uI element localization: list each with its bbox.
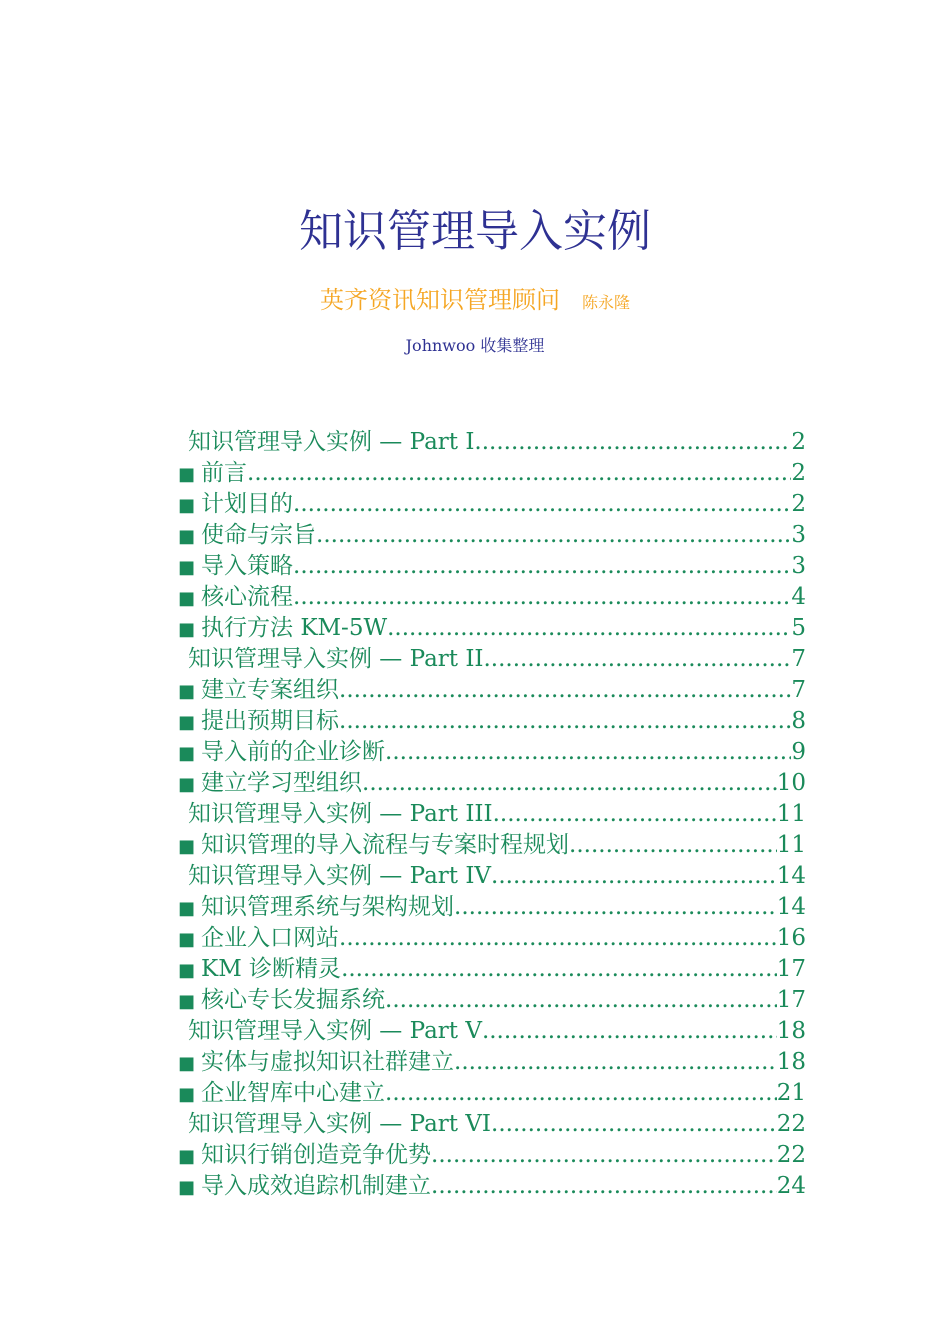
organization-name: 英齐资讯知识管理顾问: [319, 286, 560, 314]
document-subtitle: [0, 282, 950, 321]
toc-page-number: 17: [776, 987, 806, 1013]
toc-page-number: 14: [776, 894, 806, 920]
dot-leader: [385, 985, 777, 1016]
toc-entry-label: 实体与虚拟知识社群建立: [201, 1049, 455, 1075]
toc-part-heading[interactable]: [178, 1016, 806, 1047]
toc-entry-label: 知识管理导入实例 — Part II: [188, 646, 484, 672]
toc-page-number: 11: [776, 801, 806, 827]
toc-entry[interactable]: [178, 1140, 806, 1171]
square-bullet-icon: ■: [178, 743, 196, 764]
toc-page-number: 22: [776, 1142, 806, 1168]
toc-entry-label: 导入前的企业诊断: [201, 739, 386, 765]
square-bullet-icon: ■: [178, 619, 196, 640]
toc-page-number: 3: [791, 522, 806, 548]
toc-entry[interactable]: [178, 985, 806, 1016]
dot-leader: [491, 1109, 777, 1140]
dot-leader: [293, 582, 791, 613]
toc-entry-label: 企业智库中心建立: [201, 1080, 386, 1106]
toc-entry-label: 知识管理的导入流程与专案时程规划: [201, 832, 570, 858]
toc-entry-label: 执行方法 KM-5W: [201, 615, 388, 641]
toc-entry[interactable]: [178, 613, 806, 644]
square-bullet-icon: ■: [178, 681, 196, 702]
dot-leader: [491, 861, 777, 892]
toc-entry[interactable]: [178, 768, 806, 799]
toc-entry[interactable]: [178, 892, 806, 923]
square-bullet-icon: ■: [178, 557, 196, 578]
toc-entry[interactable]: [178, 1078, 806, 1109]
toc-entry-label: 知识行销创造竞争优势: [201, 1142, 432, 1168]
dot-leader: [339, 706, 791, 737]
table-of-contents: [178, 427, 806, 1202]
toc-entry-label: 计划目的: [201, 491, 294, 517]
toc-entry-label: 导入策略: [201, 553, 294, 579]
toc-page-number: 16: [776, 925, 806, 951]
toc-entry-label: 核心专长发掘系统: [201, 987, 386, 1013]
toc-entry[interactable]: [178, 675, 806, 706]
toc-entry-label: 知识管理导入实例 — Part VI: [188, 1111, 492, 1137]
toc-entry-label: 建立专案组织: [201, 677, 340, 703]
toc-page-number: 9: [791, 739, 806, 765]
toc-entry-label: 建立学习型组织: [201, 770, 363, 796]
dot-leader: [385, 737, 791, 768]
square-bullet-icon: ■: [178, 960, 196, 981]
square-bullet-icon: ■: [178, 774, 196, 795]
toc-entry[interactable]: [178, 551, 806, 582]
square-bullet-icon: ■: [178, 1084, 196, 1105]
toc-entry-label: 导入成效追踪机制建立: [201, 1173, 432, 1199]
toc-entry-label: 前言: [201, 460, 248, 486]
author-name: 陈永隆: [581, 293, 630, 312]
toc-entry-label: 使命与宗旨: [201, 522, 317, 548]
toc-page-number: 5: [791, 615, 806, 641]
dot-leader: [293, 551, 791, 582]
toc-entry-label: 核心流程: [201, 584, 294, 610]
toc-entry-label: 知识管理导入实例 — Part III: [188, 801, 493, 827]
toc-entry[interactable]: [178, 1171, 806, 1202]
dot-leader: [387, 613, 791, 644]
toc-entry-label: 知识管理导入实例 — Part I: [188, 429, 475, 455]
toc-entry[interactable]: [178, 954, 806, 985]
toc-page-number: 2: [791, 429, 806, 455]
dot-leader: [385, 1078, 777, 1109]
square-bullet-icon: ■: [178, 588, 196, 609]
toc-page-number: 7: [791, 677, 806, 703]
toc-page-number: 22: [776, 1111, 806, 1137]
toc-entry-label: 知识管理导入实例 — Part V: [188, 1018, 482, 1044]
toc-page-number: 8: [791, 708, 806, 734]
toc-entry-label: 提出预期目标: [201, 708, 340, 734]
toc-page-number: 17: [776, 956, 806, 982]
dot-leader: [431, 1171, 777, 1202]
square-bullet-icon: ■: [178, 1177, 196, 1198]
square-bullet-icon: ■: [178, 495, 196, 516]
dot-leader: [339, 675, 791, 706]
toc-entry[interactable]: [178, 830, 806, 861]
dot-leader: [484, 644, 792, 675]
dot-leader: [454, 1047, 777, 1078]
toc-page-number: 2: [791, 460, 806, 486]
square-bullet-icon: ■: [178, 929, 196, 950]
toc-page-number: 21: [776, 1080, 806, 1106]
square-bullet-icon: ■: [178, 1053, 196, 1074]
toc-entry[interactable]: [178, 706, 806, 737]
toc-part-heading[interactable]: [178, 799, 806, 830]
toc-entry[interactable]: [178, 489, 806, 520]
toc-part-heading[interactable]: [178, 1109, 806, 1140]
toc-page-number: 18: [776, 1049, 806, 1075]
toc-page-number: 24: [776, 1173, 806, 1199]
toc-entry-label: KM 诊断精灵: [201, 956, 342, 982]
square-bullet-icon: ■: [178, 712, 196, 733]
toc-part-heading[interactable]: [178, 644, 806, 675]
toc-part-heading[interactable]: [178, 861, 806, 892]
square-bullet-icon: ■: [178, 526, 196, 547]
toc-page-number: 4: [791, 584, 806, 610]
document-title: 知识管理导入实例: [299, 206, 651, 257]
dot-leader: [316, 520, 791, 551]
toc-entry-label: 企业入口网站: [201, 925, 340, 951]
dot-leader: [339, 923, 777, 954]
toc-page-number: 18: [776, 1018, 806, 1044]
toc-page-number: 7: [791, 646, 806, 672]
toc-entry[interactable]: [178, 737, 806, 768]
collector-credit: Johnwoo 收集整理: [405, 336, 545, 355]
toc-entry[interactable]: [178, 1047, 806, 1078]
dot-leader: [454, 892, 777, 923]
toc-page-number: 10: [776, 770, 806, 796]
square-bullet-icon: ■: [178, 991, 196, 1012]
toc-page-number: 14: [776, 863, 806, 889]
toc-page-number: 3: [791, 553, 806, 579]
square-bullet-icon: ■: [178, 464, 196, 485]
dot-leader: [247, 458, 791, 489]
dot-leader: [482, 1016, 777, 1047]
dot-leader: [493, 799, 777, 830]
toc-page-number: 2: [791, 491, 806, 517]
toc-page-number: 11: [776, 832, 806, 858]
dot-leader: [569, 830, 777, 861]
toc-entry[interactable]: [178, 458, 806, 489]
square-bullet-icon: ■: [178, 898, 196, 919]
toc-entry[interactable]: [178, 923, 806, 954]
toc-part-heading[interactable]: [178, 427, 806, 458]
toc-entry-label: 知识管理导入实例 — Part IV: [188, 863, 492, 889]
dot-leader: [474, 427, 791, 458]
toc-entry-label: 知识管理系统与架构规划: [201, 894, 455, 920]
dot-leader: [341, 954, 777, 985]
dot-leader: [431, 1140, 777, 1171]
square-bullet-icon: ■: [178, 1146, 196, 1167]
toc-entry[interactable]: [178, 582, 806, 613]
square-bullet-icon: ■: [178, 836, 196, 857]
toc-entry[interactable]: [178, 520, 806, 551]
dot-leader: [362, 768, 777, 799]
dot-leader: [293, 489, 791, 520]
